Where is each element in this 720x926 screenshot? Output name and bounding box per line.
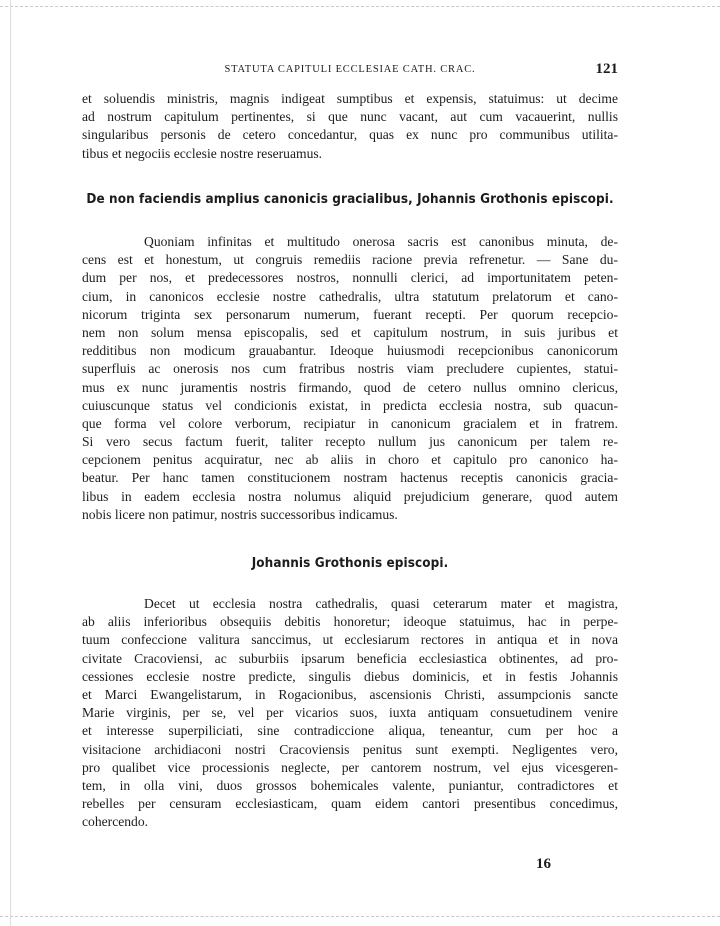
text-line: libus in eadem ecclesia nostra nolumus aliquid prejudicium generare, quod autem <box>82 488 618 504</box>
text-line: tibus et negociis ecclesie nostre reseruamus. <box>82 145 323 161</box>
page-number: 121 <box>595 61 618 77</box>
scan-edge-top <box>0 6 720 7</box>
text-line: cens est et honestum, ut congruis remediis racione previa refrenetur. — Sane du- <box>82 252 618 268</box>
text-line: superfluis ac onerosis nos cum fratribus nostris viam precludere cupientes, statui- <box>82 361 618 377</box>
page-header <box>82 62 618 80</box>
text-line: rebelles per censuram ecclesiasticam, quam eidem cantori presentibus concedimus, <box>82 796 618 812</box>
text-line: nobis licere non patimur, nostris successoribus indicamus. <box>82 506 398 522</box>
intro-paragraph <box>82 90 618 163</box>
text-line: cessiones ecclesie nostre predicte, singulis diebus dominicis, et in festis Johannis <box>82 668 618 684</box>
scan-edge-left <box>10 0 11 926</box>
text-line: que forma vel colore verborum, recipiatur in canonicum gracialem et in fratrem. <box>82 415 618 431</box>
text-line: ad nostrum capitulum pertinentes, si que nunc vacant, aut cum vacauerint, nullis <box>82 109 618 125</box>
text-line: cuiuscunque status vel condicionis existat, in predicta ecclesia nostra, sub quacun- <box>82 397 618 413</box>
text-line: nicorum triginta sex personarum numerum, fuerant recepti. Per quorum recepcio- <box>82 306 618 322</box>
text-line: et interesse superpiliciati, sine contradiccione aliqua, teneantur, cum per hoc a <box>82 723 618 739</box>
text-line: et Marci Ewangelistarum, in Rogacionibus, ascensionis Christi, assumpcionis sancte <box>82 686 618 702</box>
text-line: mus ex nunc juramentis nostris firmando, quod de cetero nullus omnino clericus, <box>82 379 618 395</box>
text-line: cepcionem penitus acquiratur, nec ab aliis in choro et capitulo pro canonico ha- <box>82 452 618 468</box>
text-line: redditibus non modicum grauabantur. Ideoque huiusmodi recepcionibus canonicorum <box>82 343 618 359</box>
section-heading-2: Johannis Grothonis episcopi. <box>251 556 449 571</box>
text-line: cohercendo. <box>82 814 149 830</box>
text-line: et soluendis ministris, magnis indigeat sumptibus et expensis, statuimus: ut decime <box>82 91 618 106</box>
text-line: tuum confeccione valitura sanccimus, ut ecclesiarum rectores in antiqua et in nova <box>82 632 618 648</box>
text-line: cium, in canonicos ecclesie nostre cathedralis, ultra statutum prelatorum et cano- <box>82 288 618 304</box>
text-line: Quoniam infinitas et multitudo onerosa sacris est canonibus minuta, de- <box>144 234 618 249</box>
text-line: nem non solum mensa episcopalis, sed et capitulum nostrum, in suis juribus et <box>82 324 618 340</box>
text-line: tem, in olla vini, duos grossos bohemicales valente, puniantur, contradictores et <box>82 777 618 793</box>
text-line: civitate Cracoviensi, ac suburbiis ipsarum beneficia ecclesiastica obtinentes, ad pro- <box>82 650 618 666</box>
section-1-paragraph <box>82 233 618 524</box>
text-line: Marie virginis, per se, vel per vicarios suos, iuxta antiquam consuetudinem venire <box>82 705 618 721</box>
running-head: STATUTA CAPITULI ECCLESIAE CATH. CRAC. <box>224 64 476 75</box>
scan-edge-bottom <box>0 916 720 917</box>
text-line: Si vero secus factum fuerit, taliter recepto nullum jus canonicum per talem re- <box>82 434 618 450</box>
text-line: Decet ut ecclesia nostra cathedralis, quasi ceterarum mater et magistra, <box>144 596 618 611</box>
section-2-paragraph <box>82 595 618 831</box>
signature-mark: 16 <box>536 856 551 872</box>
text-line: visitacione archidiaconi nostri Cracoviensis penitus sunt exempti. Negligentes vero, <box>82 741 618 757</box>
text-line: singularibus personis de cetero concedantur, quas ex nunc pro communibus utilita- <box>82 127 618 143</box>
text-line: pro qualibet vice processionis neglecte, per cantorem nostrum, vel ejus vicesgeren- <box>82 759 618 775</box>
text-line: beatur. Per hanc tamen constitucionem nostram hactenus receptis canonicis gracia- <box>82 470 618 486</box>
section-heading-1: De non faciendis amplius canonicis gracialibus, Johannis Grothonis episcopi. <box>86 192 614 207</box>
text-line: ab aliis inferioribus obsequiis debitis honoretur; ideoque statuimus, hac in perpe- <box>82 614 618 630</box>
text-line: dum per nos, et predecessores nostros, nonnulli clerici, ad importunitatem peten- <box>82 270 618 286</box>
